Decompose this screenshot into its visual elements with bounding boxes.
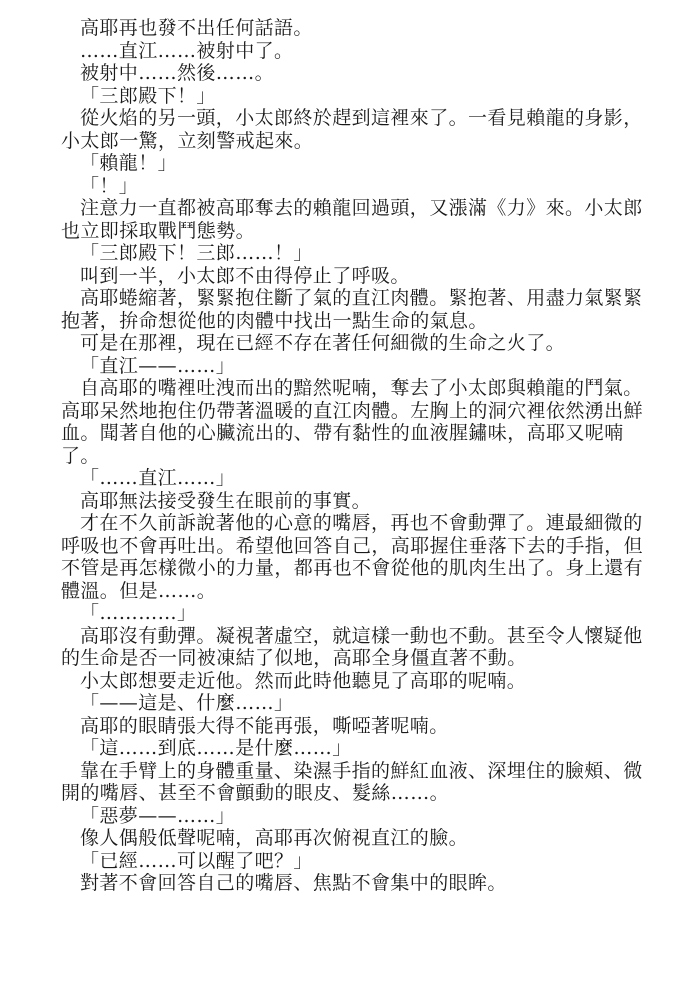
paragraph-2: ……直江……被射中了。	[80, 39, 294, 62]
paragraph-20: 小太郎想要走近他。然而此時他聽見了高耶的呢喃。	[80, 669, 527, 692]
paragraph-25: 「惡夢——……」	[80, 804, 236, 827]
paragraph-15: 「……直江……」	[80, 467, 236, 489]
paragraph-12: 可是在那裡，現在已經不存在著任何細微的生命之火了。	[80, 332, 566, 354]
paragraph-21: 「——這是、什麼……」	[80, 692, 294, 714]
paragraph-5: 從火焰的另一頭，小太郎終於趕到這裡來了。一看見賴龍的身影，小太郎一驚，立刻警戒起來。	[61, 107, 643, 152]
paragraph-23: 「這……到底……是什麼……」	[80, 737, 352, 759]
paragraph-19: 高耶沒有動彈。凝視著虛空，就這樣一動也不動。甚至令人懷疑他的生命是否一同被凍結了似地，高耶全身僵直著不動。	[61, 624, 643, 669]
paragraph-3: 被射中……然後……。	[80, 62, 275, 84]
paragraph-1: 高耶再也發不出任何話語。	[80, 17, 313, 39]
paragraph-22: 高耶的眼睛張大得不能再張，嘶啞著呢喃。	[80, 714, 449, 737]
paragraph-8: 注意力一直都被高耶奪去的賴龍回過頭，又漲滿《力》來。小太郎也立即採取戰鬥態勢。	[61, 197, 643, 242]
paragraph-18: 「…………」	[80, 602, 197, 624]
paragraph-10: 叫到一半，小太郎不由得停止了呼吸。	[80, 264, 410, 287]
paragraph-9: 「三郎殿下！三郎……！」	[80, 242, 313, 264]
paragraph-16: 高耶無法接受發生在眼前的事實。	[80, 489, 372, 512]
paragraph-4: 「三郎殿下！」	[80, 84, 216, 107]
paragraph-17: 才在不久前訴說著他的心意的嘴唇，再也不會動彈了。連最細微的呼吸也不會再吐出。希望他回答自己，高耶握住垂落下去的手指，但不管是再怎樣微小的力量，都再也不會從他的肌肉生出了。身上還有體溫。但是……。	[61, 512, 644, 602]
paragraph-26: 像人偶般低聲呢喃，高耶再次俯視直江的臉。	[80, 827, 469, 849]
paragraph-7: 「！」	[80, 174, 139, 197]
paragraph-14: 自高耶的嘴裡吐洩而出的黯然呢喃，奪去了小太郎與賴龍的鬥氣。高耶呆然地抱住仍帶著溫暖的直江肉體。左胸上的洞穴裡依然湧出鮮血。聞著自他的心臟流出的、帶有黏性的血液腥鏽味，高耶又呢喃了。	[61, 377, 644, 467]
paragraph-13: 「直江——……」	[80, 354, 236, 377]
paragraph-6: 「賴龍！」	[80, 152, 178, 174]
paragraph-28: 對著不會回答自己的嘴唇、焦點不會集中的眼眸。	[80, 872, 507, 894]
paragraph-27: 「已經……可以醒了吧？」	[80, 849, 313, 872]
paragraph-11: 高耶蜷縮著，緊緊抱住斷了氣的直江肉體。緊抱著、用盡力氣緊緊抱著，拚命想從他的肉體中找出一點生命的氣息。	[61, 287, 643, 332]
paragraph-24: 靠在手臂上的身體重量、染濕手指的鮮紅血液、深埋住的臉頰、微開的嘴唇、甚至不會顫動的眼皮、髮絲……。	[61, 759, 643, 804]
